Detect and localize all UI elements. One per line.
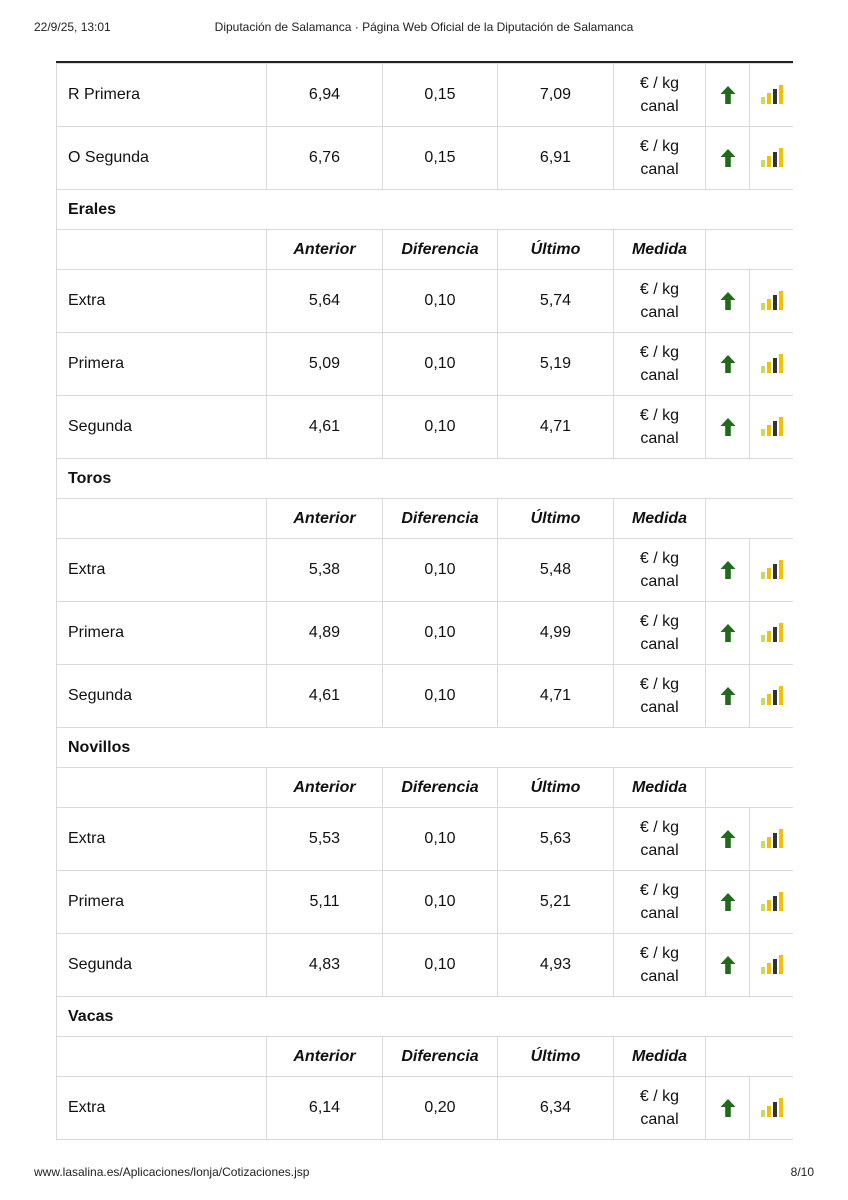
ultimo-value: 7,09 — [498, 64, 614, 127]
diferencia-value: 0,10 — [383, 333, 498, 396]
unit-cell — [614, 333, 706, 396]
diferencia-value: 0,15 — [383, 127, 498, 190]
chart-cell[interactable] — [750, 934, 794, 997]
column-header-row — [57, 768, 794, 808]
arrow-up-icon — [720, 686, 736, 706]
category-title: Toros — [57, 459, 794, 499]
trend-cell — [706, 934, 750, 997]
anterior-value: 5,53 — [267, 808, 383, 871]
empty-header-cell — [57, 1037, 267, 1077]
diferencia-value: 0,10 — [383, 934, 498, 997]
unit-line: € / kg — [639, 75, 680, 92]
unit-line: canal — [640, 1111, 679, 1128]
category-title: Erales — [57, 190, 794, 230]
anterior-value: 6,94 — [267, 64, 383, 127]
header-medida: Medida — [614, 230, 706, 270]
trend-cell — [706, 333, 750, 396]
empty-header-cell — [706, 1037, 794, 1077]
unit-line: canal — [640, 636, 679, 653]
row-name: Segunda — [57, 934, 267, 997]
signal-bars-icon — [760, 291, 784, 311]
category-row — [57, 997, 794, 1037]
row-name: Segunda — [57, 396, 267, 459]
trend-cell — [706, 1077, 750, 1140]
unit-line: canal — [640, 367, 679, 384]
header-anterior: Anterior — [267, 1037, 383, 1077]
header-diferencia: Diferencia — [383, 768, 498, 808]
anterior-value: 6,76 — [267, 127, 383, 190]
anterior-value: 4,89 — [267, 602, 383, 665]
table-row — [57, 871, 794, 934]
row-name: Extra — [57, 808, 267, 871]
chart-cell[interactable] — [750, 1077, 794, 1140]
signal-bars-icon — [760, 148, 784, 168]
unit-line: canal — [640, 968, 679, 985]
unit-line: € / kg — [639, 344, 680, 361]
empty-header-cell — [57, 768, 267, 808]
header-diferencia: Diferencia — [383, 1037, 498, 1077]
category-row — [57, 190, 794, 230]
header-diferencia: Diferencia — [383, 499, 498, 539]
empty-header-cell — [57, 230, 267, 270]
anterior-value: 4,61 — [267, 665, 383, 728]
unit-line: € / kg — [639, 613, 680, 630]
header-anterior: Anterior — [267, 499, 383, 539]
unit-line: canal — [640, 430, 679, 447]
row-name: Primera — [57, 333, 267, 396]
signal-bars-icon — [760, 85, 784, 105]
header-ultimo: Último — [498, 1037, 614, 1077]
row-name: O Segunda — [57, 127, 267, 190]
arrow-up-icon — [720, 560, 736, 580]
unit-line: canal — [640, 304, 679, 321]
column-header-row — [57, 499, 794, 539]
arrow-up-icon — [720, 955, 736, 975]
table-row — [57, 808, 794, 871]
ultimo-value: 4,93 — [498, 934, 614, 997]
unit-line: canal — [640, 842, 679, 859]
unit-line: € / kg — [639, 676, 680, 693]
row-name: Extra — [57, 1077, 267, 1140]
unit-cell — [614, 270, 706, 333]
trend-cell — [706, 270, 750, 333]
column-header-row — [57, 1037, 794, 1077]
arrow-up-icon — [720, 892, 736, 912]
unit-cell — [614, 808, 706, 871]
signal-bars-icon — [760, 1098, 784, 1118]
category-title: Novillos — [57, 728, 794, 768]
header-ultimo: Último — [498, 768, 614, 808]
chart-cell[interactable] — [750, 270, 794, 333]
header-ultimo: Último — [498, 230, 614, 270]
chart-cell[interactable] — [750, 602, 794, 665]
ultimo-value: 6,34 — [498, 1077, 614, 1140]
unit-cell — [614, 127, 706, 190]
header-ultimo: Último — [498, 499, 614, 539]
table-row — [57, 396, 794, 459]
table-row — [57, 665, 794, 728]
empty-header-cell — [706, 499, 794, 539]
diferencia-value: 0,10 — [383, 396, 498, 459]
arrow-up-icon — [720, 1098, 736, 1118]
table-row — [57, 64, 794, 127]
ultimo-value: 5,63 — [498, 808, 614, 871]
row-name: Primera — [57, 602, 267, 665]
row-name: Primera — [57, 871, 267, 934]
trend-cell — [706, 665, 750, 728]
arrow-up-icon — [720, 148, 736, 168]
trend-cell — [706, 396, 750, 459]
signal-bars-icon — [760, 417, 784, 437]
row-name: Extra — [57, 270, 267, 333]
anterior-value: 4,61 — [267, 396, 383, 459]
unit-cell — [614, 665, 706, 728]
signal-bars-icon — [760, 354, 784, 374]
arrow-up-icon — [720, 85, 736, 105]
unit-line: canal — [640, 905, 679, 922]
header-diferencia: Diferencia — [383, 230, 498, 270]
header-anterior: Anterior — [267, 768, 383, 808]
ultimo-value: 4,71 — [498, 396, 614, 459]
print-url: www.lasalina.es/Aplicaciones/lonja/Cotizaciones.jsp — [34, 1165, 310, 1179]
table-row — [57, 333, 794, 396]
header-medida: Medida — [614, 768, 706, 808]
anterior-value: 5,64 — [267, 270, 383, 333]
category-row — [57, 728, 794, 768]
ultimo-value: 6,91 — [498, 127, 614, 190]
header-medida: Medida — [614, 499, 706, 539]
unit-cell — [614, 396, 706, 459]
trend-cell — [706, 602, 750, 665]
anterior-value: 6,14 — [267, 1077, 383, 1140]
category-title: Vacas — [57, 997, 794, 1037]
diferencia-value: 0,20 — [383, 1077, 498, 1140]
unit-line: € / kg — [639, 407, 680, 424]
trend-cell — [706, 871, 750, 934]
unit-line: canal — [640, 98, 679, 115]
unit-line: € / kg — [639, 281, 680, 298]
arrow-up-icon — [720, 291, 736, 311]
chart-cell[interactable] — [750, 127, 794, 190]
trend-cell — [706, 127, 750, 190]
chart-cell[interactable] — [750, 396, 794, 459]
print-page-title: Diputación de Salamanca · Página Web Oficial de la Diputación de Salamanca — [214, 20, 634, 34]
table-row — [57, 270, 794, 333]
unit-line: canal — [640, 699, 679, 716]
diferencia-value: 0,10 — [383, 871, 498, 934]
unit-cell — [614, 539, 706, 602]
empty-header-cell — [57, 499, 267, 539]
arrow-up-icon — [720, 623, 736, 643]
diferencia-value: 0,10 — [383, 808, 498, 871]
ultimo-value: 5,48 — [498, 539, 614, 602]
print-datetime: 22/9/25, 13:01 — [34, 20, 111, 34]
chart-cell[interactable] — [750, 665, 794, 728]
ultimo-value: 5,21 — [498, 871, 614, 934]
unit-cell — [614, 871, 706, 934]
diferencia-value: 0,10 — [383, 665, 498, 728]
unit-line: canal — [640, 573, 679, 590]
unit-cell — [614, 934, 706, 997]
unit-line: canal — [640, 161, 679, 178]
empty-header-cell — [706, 768, 794, 808]
header-anterior: Anterior — [267, 230, 383, 270]
price-table — [56, 63, 793, 1140]
anterior-value: 4,83 — [267, 934, 383, 997]
category-row — [57, 459, 794, 499]
ultimo-value: 4,99 — [498, 602, 614, 665]
column-header-row — [57, 230, 794, 270]
arrow-up-icon — [720, 417, 736, 437]
diferencia-value: 0,10 — [383, 602, 498, 665]
print-header — [34, 20, 814, 36]
unit-cell — [614, 602, 706, 665]
chart-cell[interactable] — [750, 539, 794, 602]
trend-cell — [706, 64, 750, 127]
anterior-value: 5,38 — [267, 539, 383, 602]
trend-cell — [706, 539, 750, 602]
print-footer — [34, 1165, 814, 1181]
ultimo-value: 5,74 — [498, 270, 614, 333]
price-table-container — [56, 61, 793, 1157]
unit-line: € / kg — [639, 550, 680, 567]
empty-header-cell — [706, 230, 794, 270]
row-name: Segunda — [57, 665, 267, 728]
diferencia-value: 0,10 — [383, 539, 498, 602]
unit-line: € / kg — [639, 882, 680, 899]
diferencia-value: 0,10 — [383, 270, 498, 333]
arrow-up-icon — [720, 354, 736, 374]
signal-bars-icon — [760, 686, 784, 706]
table-row — [57, 602, 794, 665]
signal-bars-icon — [760, 623, 784, 643]
unit-cell — [614, 64, 706, 127]
chart-cell[interactable] — [750, 871, 794, 934]
ultimo-value: 5,19 — [498, 333, 614, 396]
diferencia-value: 0,15 — [383, 64, 498, 127]
table-row — [57, 127, 794, 190]
anterior-value: 5,09 — [267, 333, 383, 396]
ultimo-value: 4,71 — [498, 665, 614, 728]
signal-bars-icon — [760, 829, 784, 849]
row-name: Extra — [57, 539, 267, 602]
unit-cell — [614, 1077, 706, 1140]
table-row — [57, 934, 794, 997]
chart-cell[interactable] — [750, 64, 794, 127]
chart-cell[interactable] — [750, 808, 794, 871]
table-row — [57, 1077, 794, 1140]
signal-bars-icon — [760, 892, 784, 912]
print-page-number: 8/10 — [790, 1165, 814, 1179]
table-row — [57, 539, 794, 602]
signal-bars-icon — [760, 955, 784, 975]
row-name: R Primera — [57, 64, 267, 127]
unit-line: € / kg — [639, 138, 680, 155]
unit-line: € / kg — [639, 819, 680, 836]
chart-cell[interactable] — [750, 333, 794, 396]
signal-bars-icon — [760, 560, 784, 580]
unit-line: € / kg — [639, 1088, 680, 1105]
header-medida: Medida — [614, 1037, 706, 1077]
unit-line: € / kg — [639, 945, 680, 962]
trend-cell — [706, 808, 750, 871]
anterior-value: 5,11 — [267, 871, 383, 934]
arrow-up-icon — [720, 829, 736, 849]
